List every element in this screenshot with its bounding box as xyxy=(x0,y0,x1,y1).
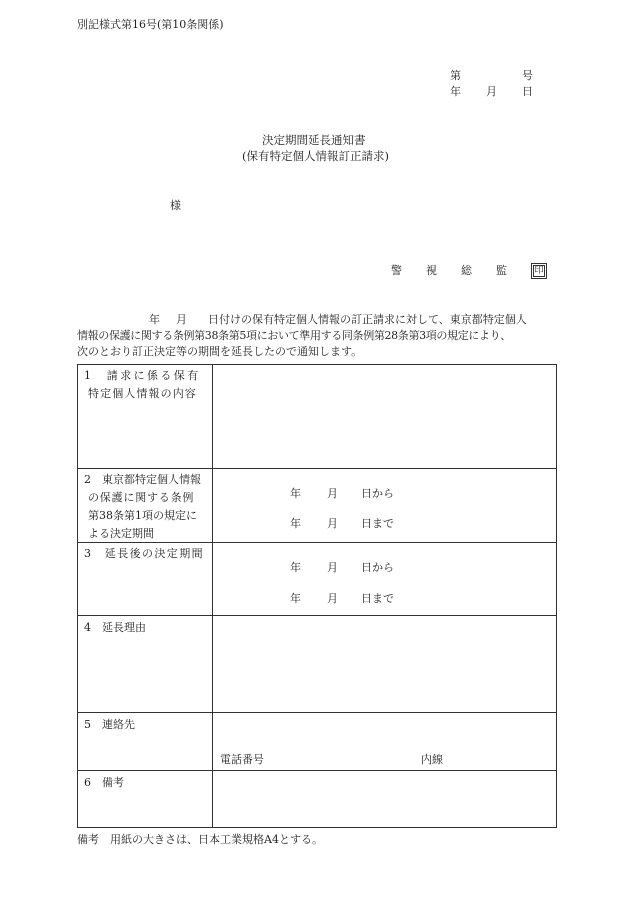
date-month-label: 月 xyxy=(486,85,497,98)
issuer-char-2: 視 xyxy=(426,264,437,277)
notice-table: 1 請求に係る保有 特定個人情報の内容 2 東京都特定個人情報 の保護に関する条例 第38条第1項の規定に よる決定期間 年 月 日から 年 月 日まで 3 延長後の決定期間 年 月 日から 年 月 日まで 4 延長理由 5 連絡先 電話番号 内線 6 備考 xyxy=(77,364,557,828)
date-year-label: 年 xyxy=(450,85,461,98)
form-number: 別記様式第16号(第10条関係) xyxy=(77,18,224,31)
intro-year-label: 年 xyxy=(149,313,160,326)
intro-line-2: 情報の保護に関する条例第38条第5項において準用する同条例第28条第3項の規定により、 xyxy=(77,329,511,342)
intro-line-3: 次のとおり訂正決定等の期間を延長したので通知します。 xyxy=(77,345,363,358)
doc-number-prefix: 第 xyxy=(450,69,461,82)
seal-stamp-box xyxy=(531,263,547,279)
issuer-char-4: 監 xyxy=(496,264,507,277)
table-column-divider xyxy=(212,365,213,827)
row-4-label: 4 延長理由 xyxy=(84,621,146,634)
row-6-label: 6 備考 xyxy=(84,776,124,789)
intro-month-label: 月 xyxy=(176,313,187,326)
doc-number-suffix: 号 xyxy=(522,69,533,82)
footer-note: 備考 用紙の大きさは、日本工業規格A4とする。 xyxy=(77,833,323,846)
addressee-honorific: 様 xyxy=(170,199,181,212)
row-divider-5 xyxy=(78,770,556,771)
row-1-label: 1 請求に係る保有 特定個人情報の内容 xyxy=(84,369,201,400)
row-divider-4 xyxy=(78,712,556,713)
document-subtitle: (保有特定個人情報訂正請求) xyxy=(242,149,389,163)
date-day-label: 日 xyxy=(522,85,533,98)
row-divider-1 xyxy=(78,468,556,469)
row-2-label: 2 東京都特定個人情報 の保護に関する条例 第38条第1項の規定に よる決定期間 xyxy=(84,473,201,540)
intro-line-1: 日付けの保有特定個人情報の訂正請求に対して、東京都特定個人 xyxy=(208,313,527,326)
phone-number-label: 電話番号 xyxy=(220,753,264,766)
row-3-label: 3 延長後の決定期間 xyxy=(84,547,204,560)
issuer-char-3: 総 xyxy=(461,264,472,277)
document-title: 決定期間延長通知書 xyxy=(262,133,366,147)
extension-label: 内線 xyxy=(421,753,443,766)
seal-mark: 印 xyxy=(534,266,544,276)
row-divider-3 xyxy=(78,615,556,616)
row-5-label: 5 連絡先 xyxy=(84,718,135,731)
issuer-char-1: 警 xyxy=(391,264,402,277)
